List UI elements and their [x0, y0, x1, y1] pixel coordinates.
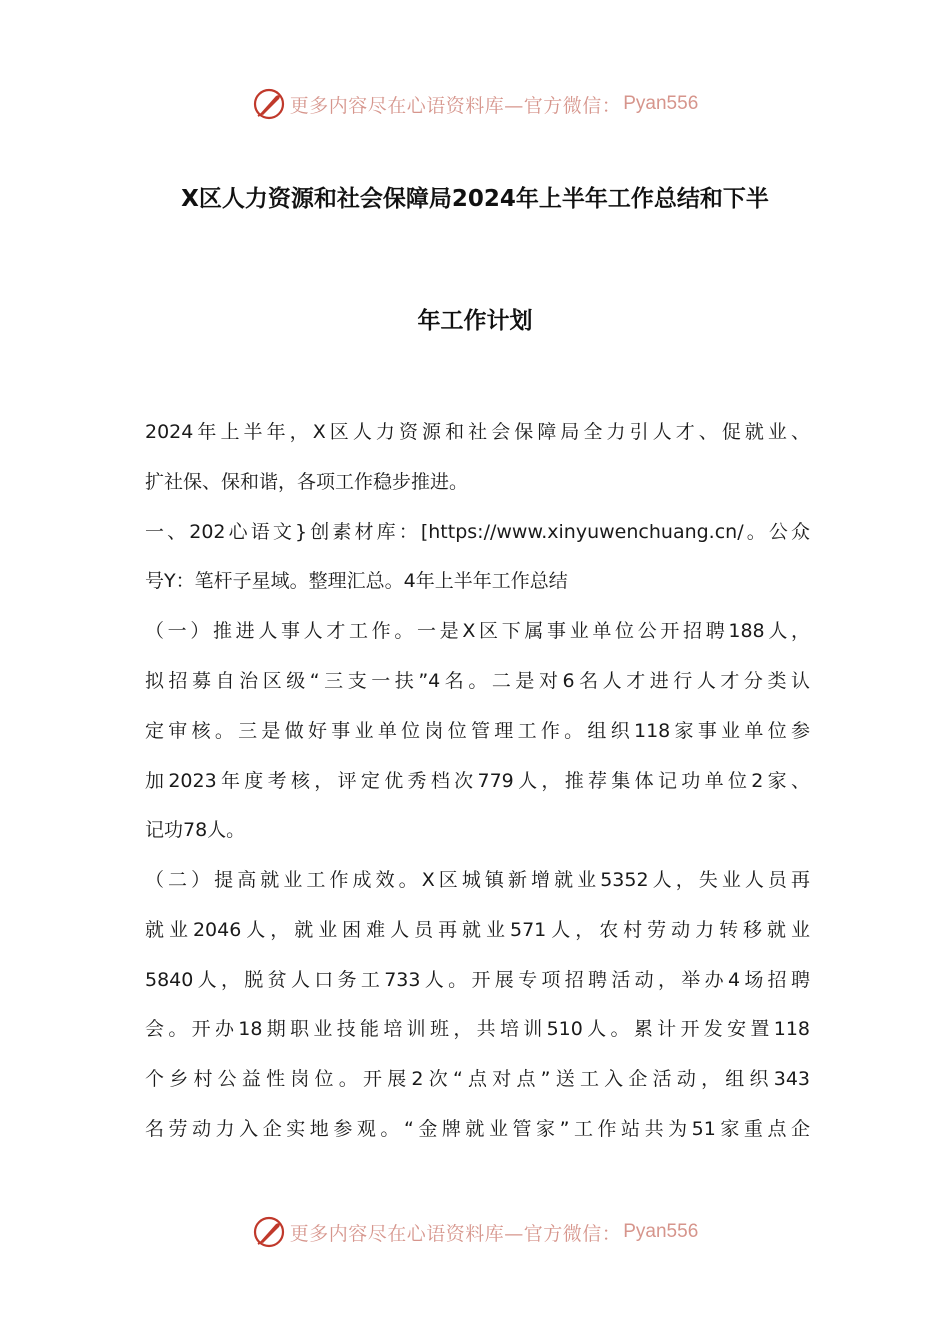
watermark-wechat-id: Pyan556	[623, 1221, 699, 1242]
body-line: 记功78人。	[145, 819, 246, 841]
document-title-line-2: 年工作计划	[417, 308, 533, 334]
body-line: （二）提高就业工作成效。X区城镇新增就业5352人，失业人员再	[145, 869, 810, 891]
body-line: 号Y：笔杆子星域。整理汇总。4年上半年工作总结	[145, 570, 568, 592]
body-line: 加2023年度考核，评定优秀档次779人，推荐集体记功单位2家、	[145, 770, 810, 792]
body-line: 5840人，脱贫人口务工733人。开展专项招聘活动，举办4场招聘	[145, 969, 810, 991]
body-line: （一）推进人事人才工作。一是X区下属事业单位公开招聘188人，	[145, 620, 810, 642]
watermark-text: 更多内容尽在心语资料库—官方微信：	[289, 94, 622, 117]
body-line: 会。开办18期职业技能培训班，共培训510人。累计开发安置118	[145, 1018, 810, 1040]
body-line: 就业2046人，就业困难人员再就业571人，农村劳动力转移就业	[145, 919, 810, 941]
body-line: 名劳动力入企实地参观。“金牌就业管家”工作站共为51家重点企	[145, 1118, 810, 1140]
body-line: 拟招募自治区级“三支一扶”4名。二是对6名人才进行人才分类认	[145, 670, 810, 692]
body-line: 个乡村公益性岗位。开展2次“点对点”送工入企活动，组织343	[145, 1068, 810, 1090]
body-line: 一、202心语文}创素材库：[https://www.xinyuwenchuang.cn/。公众	[145, 521, 810, 543]
body-line: 2024年上半年，X区人力资源和社会保障局全力引人才、促就业、	[145, 421, 810, 443]
body-line: 定审核。三是做好事业单位岗位管理工作。组织118家事业单位参	[145, 720, 810, 742]
watermark-text: 更多内容尽在心语资料库—官方微信：	[289, 1222, 622, 1245]
quill-logo-icon	[252, 87, 286, 121]
watermark-wechat-id: Pyan556	[623, 93, 699, 114]
quill-logo-icon	[252, 1215, 286, 1249]
watermark-header	[0, 84, 950, 124]
watermark-footer	[0, 1212, 950, 1252]
body-line: 扩社保、保和谐，各项工作稳步推进。	[145, 471, 469, 493]
document-title-line-1: X区人力资源和社会保障局2024年上半年工作总结和下半	[181, 186, 769, 212]
